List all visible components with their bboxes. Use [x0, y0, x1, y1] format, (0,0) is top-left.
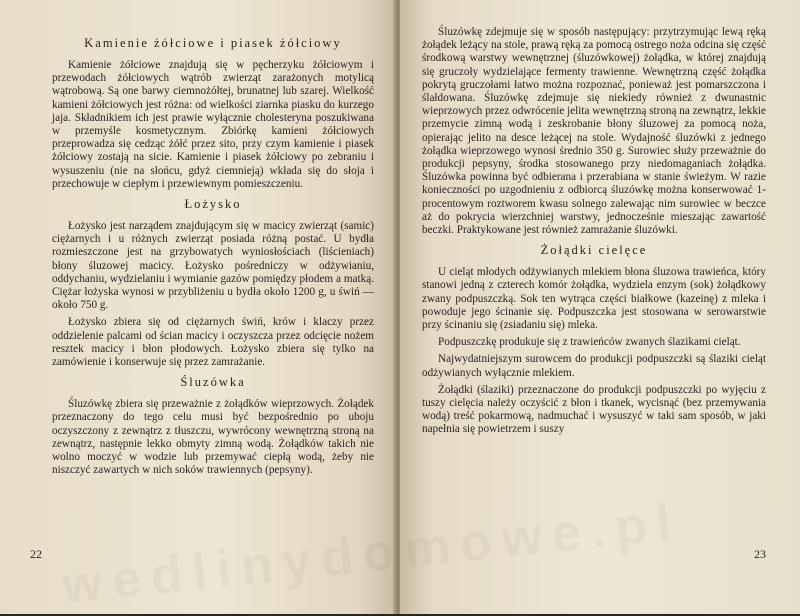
section-heading-sluzowka: Śluzówka	[180, 375, 246, 390]
paragraph-lozysko-2: Łożysko zbiera się od ciężarnych świń, krów i klaczy przez oddzielenie palcami od ścian macicy i oczyszcza przez odcięcie nożem resztek macicy i błon płodowych. Łożysko zbiera się tylko na zamówienie i konserwuje się przez zamrażanie.	[52, 316, 374, 369]
section-heading-lozysko: Łożysko	[184, 197, 242, 212]
page-number-left: 22	[30, 547, 42, 561]
right-page	[400, 0, 800, 614]
paragraph-zoladki-1: U cieląt młodych odżywianych mlekiem błona śluzowa trawieńca, który stanowi jedną z czterech komór żołądka, wydziela enzym (sok) żołądkowy zwany podpuszczką. Sok ten wytrąca części białkowe (kazeinę) z mleka i powoduje jego ścinanie się. Podpuszczka jest stosowana w serowarstwie przy ścinaniu się (zsiadaniu się) mleka.	[422, 266, 766, 332]
section-heading-kamienie: Kamienie żółciowe i piasek żółciowy	[84, 36, 342, 50]
paragraph-zoladki-3: Najwydatniejszym surowcem do produkcji podpuszczki są ślaziki cieląt odżywianych wyłącznie mlekiem.	[422, 353, 766, 379]
section-heading-zoladki: Żołądki cielęce	[540, 243, 648, 258]
left-page	[0, 0, 396, 614]
paragraph-lozysko-1: Łożysko jest narządem znajdującym się w macicy zwierząt (samic) ciężarnych i u różnych zwierząt posiada różną postać. U bydła rozmieszczone jest na grzybowatych wyniosłościach (liścieniach) błony śluzowej macicy. Łożysko pośredniczy w odżywianiu, oddychaniu, wydzielaniu i wymianie gazów pomiędzy płodem a matką. Ciężar łożyska wynosi w przybliżeniu u bydła około 1200 g, u świń — około 750 g.	[52, 220, 374, 312]
paragraph-sluzowka: Śluzówkę zbiera się przeważnie z żołądków wieprzowych. Żołądek przeznaczony do tego celu musi być bezpośrednio po uboju oczyszczony z zewnątrz z tłuszczu, wywrócony wewnętrzną stroną na zewnątrz, następnie lekko obmyty zimną wodą. Żołądków takich nie wolno moczyć w wodzie lub przemywać ciepłą wodą, żeby nie niszczyć zawartych w nich soków trawiennych (pepsyny).	[52, 398, 374, 477]
paragraph-kamienie: Kamienie żółciowe znajdują się w pęcherzyku żółciowym i przewodach żółciowych wątrób zwierząt zarażonych motylicą wątrobową. Są one barwy ciemnożółtej, brunatnej lub szarej. Wielkość kamieni żółciowych jest różna: od wielkości ziarnka piasku do kurzego jaja. Składnikiem ich jest prawie wyłącznie cholesteryna poszukiwana w przemyśle kosmetycznym. Zbiórkę kamieni żółciowych przeprowadza się cedząc żółć przez sito, przy czym kamienie i piasek żółciowy zostają na sicie. Kamienie i piasek żółciowy po zebraniu i wysuszeniu (nie na słońcu, gdyż ciemnieją) wkłada się do słoja i przechowuje w ciepłym i przewiewnym pomieszczeniu.	[52, 59, 374, 190]
page-number-right: 23	[754, 547, 766, 561]
paragraph-sluzowka-cont: Śluzówkę zdejmuje się w sposób następujący: przytrzymując lewą ręką żołądek leżący na stole, prawą ręką za pomocą ostrego noża odcina się część środkową warstwy wewnętrznej (śluzówkowej) żołądka, w której znajdują się gruczoły wydzielające fermenty trawienne. Wewnętrzną część żołądka pokrytą gruczołami łatwo można rozpoznać, ponieważ jest pomarszczona i ślałdowana. Śluzówkę zdejmuje się niekiedy również z dwunastnic wieprzowych przez odwrócenie jelita wewnętrzną stroną na zewnątrz, lekkie przemycie zimną wodą i zeskrobanie błony śluzowej za pomocą noża, opierając jelito na desce leżącej na stole. Wydajność śluzówki z jednego żołądka wieprzowego wynosi średnio 350 g. Surowiec służy przeważnie do produkcji pepsyny, środka stosowanego przy niedomaganiach żołądka. Śluzówka powinna być odbierana i przerabiana w stanie świeżym. W razie konieczności po uzgodnieniu z odbiorcą śluzówkę można konserwować 1-procentowym roztworem kwasu solnego zalewając nim surowiec w beczce aż do pokrycia wierzchniej warstwy, jednocześnie mieszając zawartość beczki. Praktykowane jest również zamrażanie śluzówki.	[422, 26, 766, 237]
paragraph-zoladki-2: Podpuszczkę produkuje się z trawieńców zwanych ślazikami cieląt.	[438, 336, 741, 349]
paragraph-zoladki-4: Żołądki (ślaziki) przeznaczone do produkcji podpuszczki po wyjęciu z tuszy cielęcia należy oczyścić z błon i tkanek, wycisnąć (bez przemywania wodą) treść pokarmową, nadmuchać i wysuszyć w taki sam sposób, w jaki napełnia się powietrzem i suszy	[422, 383, 766, 436]
